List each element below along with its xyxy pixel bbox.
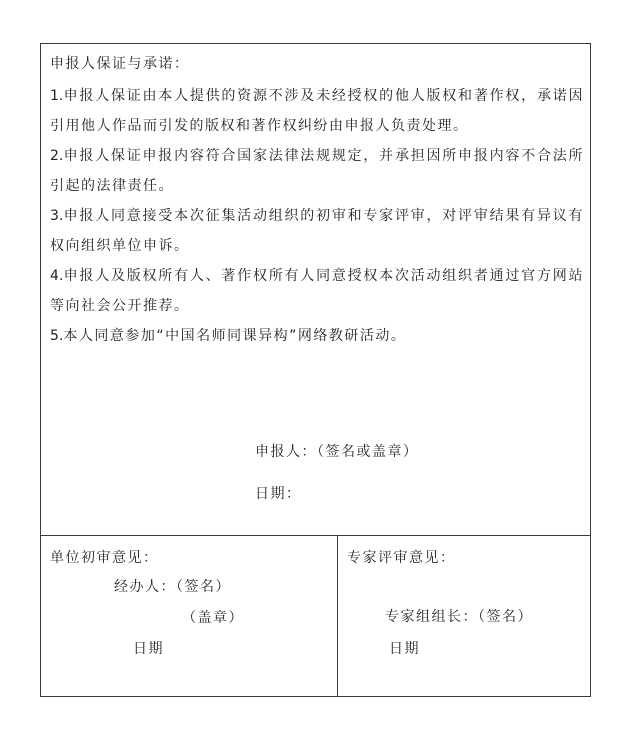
expert-review-cell [338, 536, 590, 696]
pledge-form-table [40, 43, 591, 697]
expert-review-date: 日期 [389, 641, 420, 657]
pledge-item-text: 申报人及版权所有人、著作权所有人同意授权本次活动组织者通过官方网站等向社会公开推荐。 [50, 268, 584, 314]
pledge-item-number: 1. [50, 88, 64, 104]
pledge-item-number: 2. [50, 148, 64, 164]
pledge-item [50, 141, 584, 201]
expert-leader-signature-line: 专家组组长：（签名） [385, 609, 533, 625]
pledge-item-text: 申报人保证申报内容符合国家法律法规规定，并承担因所申报内容不合法所引起的法律责任。 [50, 148, 584, 194]
pledge-item-number: 3. [50, 208, 64, 224]
unit-review-cell [41, 536, 338, 696]
pledge-item-text: 申报人保证由本人提供的资源不涉及未经授权的他人版权和著作权，承诺因引用他人作品而引发的版权和著作权纠纷由申报人负责处理。 [50, 88, 584, 134]
pledge-item [50, 201, 584, 261]
pledge-item [50, 81, 584, 141]
expert-review-title: 专家评审意见： [347, 550, 456, 566]
unit-review-date: 日期 [133, 641, 164, 657]
unit-seal-line: （盖章） [182, 610, 244, 626]
signer-date-line: 日期： [255, 486, 302, 502]
pledge-item [50, 261, 584, 321]
pledge-item-text: 申报人同意接受本次征集活动组织的初审和专家评审，对评审结果有异议有权向组织单位申诉。 [50, 208, 584, 254]
pledge-section [41, 44, 590, 536]
pledge-item-text: 本人同意参加“中国名师同课异构”网络教研活动。 [63, 328, 407, 344]
pledge-item [50, 321, 584, 351]
pledge-item-number: 5. [50, 328, 64, 344]
handler-signature-line: 经办人：（签名） [114, 579, 231, 595]
pledge-title: 申报人保证与承诺： [50, 56, 190, 72]
pledge-items [50, 81, 584, 351]
pledge-item-number: 4. [50, 268, 64, 284]
unit-review-title: 单位初审意见： [50, 550, 159, 566]
signer-signature-line: 申报人：（签名或盖章） [255, 444, 419, 460]
